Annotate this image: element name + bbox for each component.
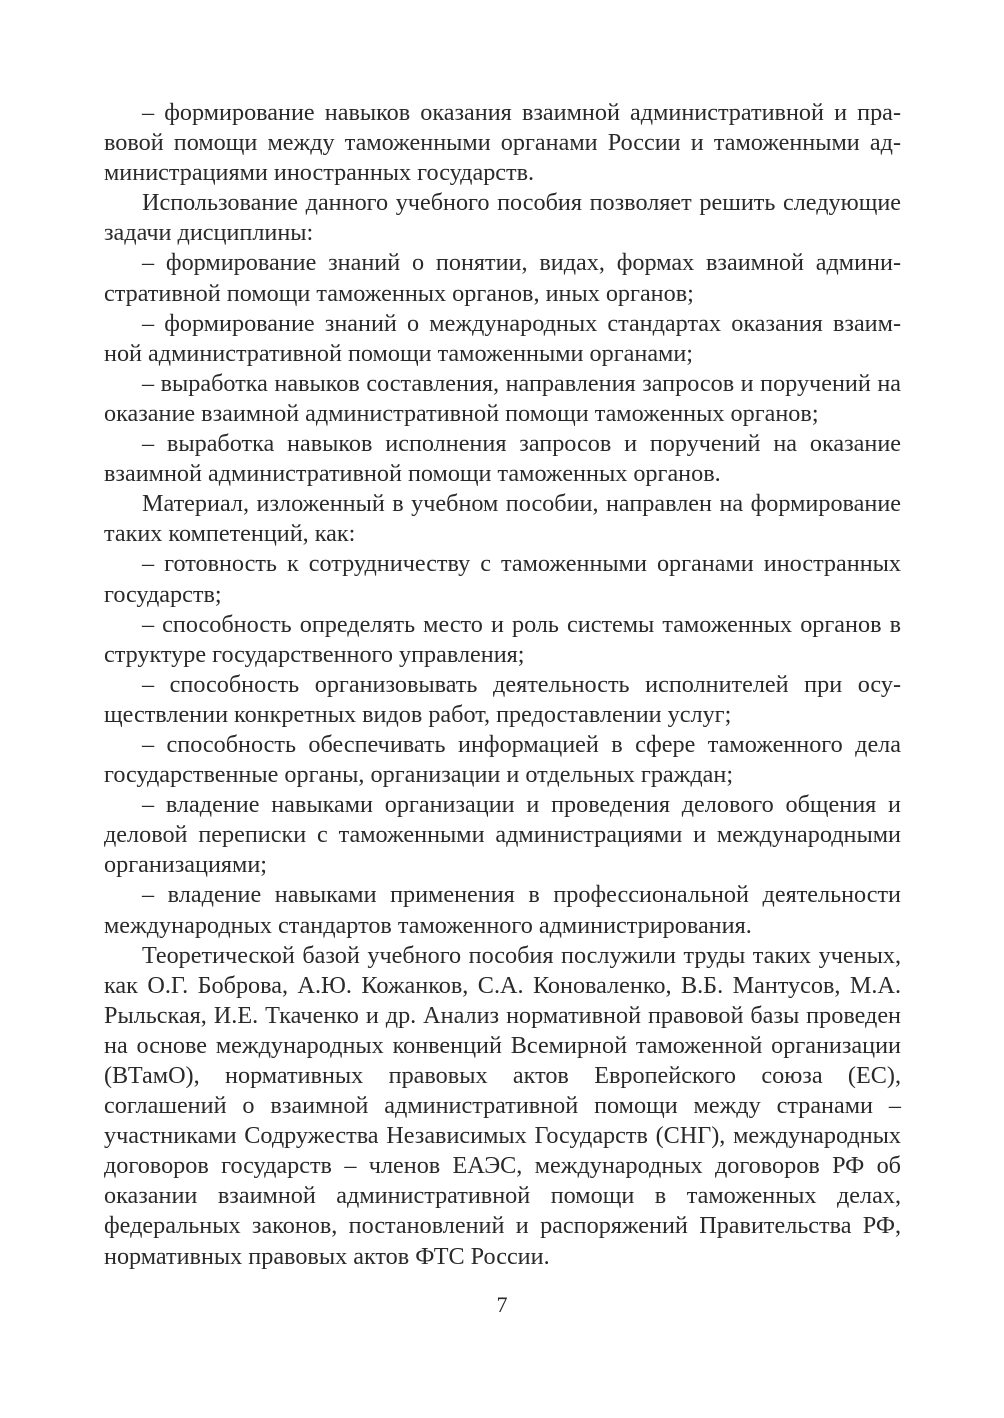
paragraph-5: – выработка навыков составления, направления запросов и поручений на оказание взаимной административной помощи таможенных органов; [104, 369, 901, 427]
paragraph-10: – способность организовывать деятельность исполнителей при осуществлении конкретных видов работ, предоставлении услуг; [104, 670, 901, 728]
paragraph-14: Теоретической базой учебного пособия послужили труды таких ученых, как О.Г. Боброва, А.Ю. Кожанков, С.А. Коноваленко, В.Б. Мантусов, М.А. Рыльская, И.Е. Ткаченко и др. Анализ нормативной правовой базы проведен на основе международных конвенций Всемирной таможенной организации (ВТамО), нормативных правовых актов Европейского союза (ЕС), соглашений о взаимной административной помощи между странами – участниками Содружества Независимых Государств (СНГ), международных договоров государств – членов ЕАЭС, международных договоров РФ об оказании взаимной административной помощи в таможенных делах, федеральных законов, постановлений и распоряжений Правительства РФ, нормативных правовых актов ФТС России. [104, 941, 901, 1270]
paragraph-12: – владение навыками организации и проведения делового общения и деловой переписки с таможенными администрациями и международными организациями; [104, 791, 901, 879]
page-body [104, 98, 901, 1272]
paragraph-2: Использование данного учебного пособия позволяет решить следующие задачи дисциплины: [104, 189, 901, 247]
paragraph-1: – формирование навыков оказания взаимной административной и правовой помощи между таможенными органами России и таможенными администрациями иностранных государств. [104, 99, 901, 187]
paragraph-6: – выработка навыков исполнения запросов и поручений на оказание взаимной административной помощи таможенных органов. [104, 430, 901, 488]
paragraph-9: – способность определять место и роль системы таможенных органов в структуре государственного управления; [104, 610, 901, 668]
paragraph-4: – формирование знаний о международных стандартах оказания взаимной административной помощи таможенными органами; [104, 309, 901, 367]
paragraph-3: – формирование знаний о понятии, видах, формах взаимной административной помощи таможенных органов, иных органов; [104, 249, 901, 307]
paragraph-11: – способность обеспечивать информацией в сфере таможенного дела государственные органы, организации и отдельных граждан; [104, 730, 901, 789]
paragraph-7: Материал, изложенный в учебном пособии, направлен на формирование таких компетенций, как: [104, 490, 901, 548]
paragraph-8: – готовность к сотрудничеству с таможенными органами иностранных государств; [104, 550, 901, 608]
page-number: 7 [496, 1292, 508, 1317]
paragraph-13: – владение навыками применения в профессиональной деятельности международных стандартов таможенного администрирования. [104, 881, 901, 939]
